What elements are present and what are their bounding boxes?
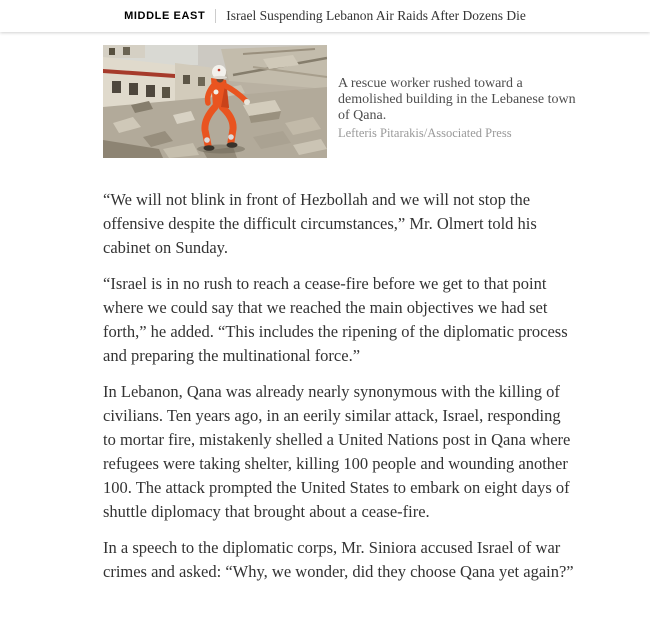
article-paragraph-2: “Israel is in no rush to reach a cease-fire before we get to that point where we could say that we reached the main objectives we had set forth,” he added. “This includes the ripening of the diplomatic process and preparing the multinational force.” bbox=[103, 274, 568, 365]
rubble-scene-illustration bbox=[103, 45, 327, 158]
article-figure bbox=[103, 45, 583, 158]
header-article-title: Israel Suspending Lebanon Air Raids After Dozens Die bbox=[226, 8, 526, 23]
header-divider bbox=[215, 9, 216, 23]
section-link[interactable]: MIDDLE EAST bbox=[124, 10, 206, 22]
article-paragraph-3: In Lebanon, Qana was already nearly synonymous with the killing of civilians. Ten years ago, in an eerily similar attack, Israel, responding to mortar fire, mistakenly shelled a United Nations post in Qana where refugees were taking shelter, killing 100 people and wounding another 100. The attack prompted the United States to embark on eight days of shuttle diplomacy that brought about a cease-fire. bbox=[103, 382, 571, 521]
article-photo[interactable] bbox=[103, 45, 327, 158]
article-body bbox=[103, 188, 583, 584]
article-content bbox=[103, 45, 583, 584]
photo-caption-block bbox=[338, 76, 578, 141]
article-paragraph-1: “We will not blink in front of Hezbollah and we will not stop the offensive despite the difficult circumstances,” Mr. Olmert told his cabinet on Sunday. bbox=[103, 190, 537, 257]
photo-caption: A rescue worker rushed toward a demolished building in the Lebanese town of Qana. bbox=[338, 76, 576, 123]
article-header-bar bbox=[0, 0, 650, 32]
article-paragraph-4: In a speech to the diplomatic corps, Mr. Siniora accused Israel of war crimes and asked: “Why, we wonder, did they choose Qana yet again?” bbox=[103, 538, 574, 581]
photo-credit: Lefteris Pitarakis/Associated Press bbox=[338, 126, 512, 140]
